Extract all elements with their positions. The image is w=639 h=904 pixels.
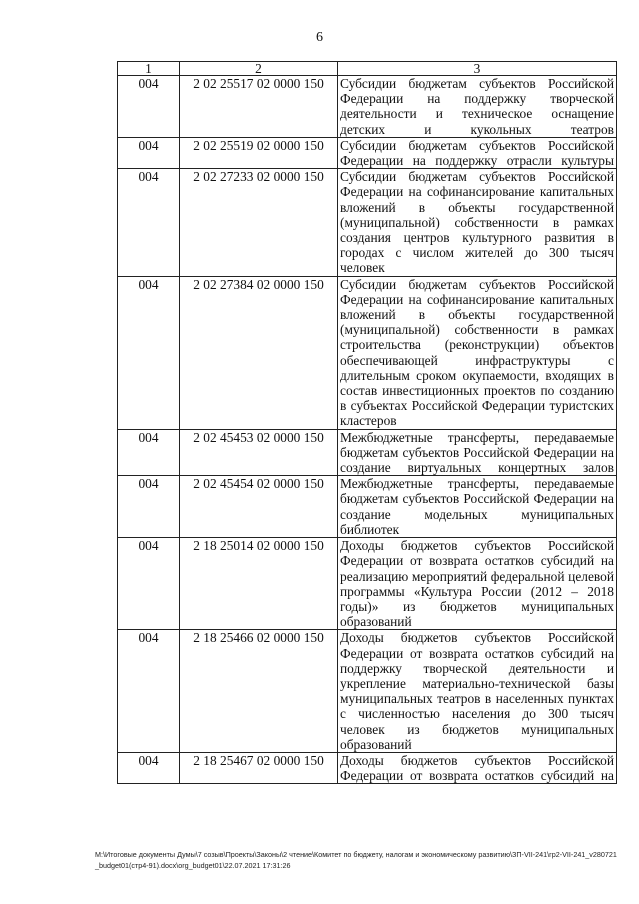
income-code-cell: 2 02 27233 02 0000 150 [180,169,338,276]
description-cell: Субсидии бюджетам субъектов Российской Федерации на софинансирование капитальных вложений в объекты государственной (муниципальной) собственности в рамках строительства (реконструкции) объектов обеспечивающей инфраструктуры с длительным сроком окупаемости, входящих в состав инвестиционных проектов по созданию в субъектах Российской Федерации туристских кластеров [338,276,617,429]
income-code-cell: 2 02 25519 02 0000 150 [180,137,338,168]
table-row [118,476,617,538]
income-code-cell: 2 02 45454 02 0000 150 [180,476,338,538]
admin-code-cell: 004 [118,476,180,538]
column-header: 2 [180,62,338,76]
table-row [118,76,617,138]
admin-code-cell: 004 [118,429,180,476]
table-row [118,630,617,753]
table-row [118,137,617,168]
description-cell: Доходы бюджетов субъектов Российской Федерации от возврата остатков субсидий на реализацию мероприятий федеральной целевой программы «Культура России (2012 – 2018 годы)» из бюджетов муниципальных образований [338,538,617,630]
table-row [118,276,617,429]
table-row [118,169,617,276]
income-code-cell: 2 02 45453 02 0000 150 [180,429,338,476]
description-cell: Межбюджетные трансферты, передаваемые бюджетам субъектов Российской Федерации на создание модельных муниципальных библиотек [338,476,617,538]
table-row [118,429,617,476]
income-code-cell: 2 02 25517 02 0000 150 [180,76,338,138]
column-header: 3 [338,62,617,76]
page-number: 6 [316,30,323,45]
admin-code-cell: 004 [118,169,180,276]
admin-code-cell: 004 [118,137,180,168]
description-cell: Субсидии бюджетам субъектов Российской Федерации на софинансирование капитальных вложений в объекты государственной (муниципальной) собственности в рамках создания центров культурного развития в городах с числом жителей до 300 тысяч человек [338,169,617,276]
column-header: 1 [118,62,180,76]
admin-code-cell: 004 [118,752,180,783]
admin-code-cell: 004 [118,76,180,138]
admin-code-cell: 004 [118,630,180,753]
table-row [118,752,617,783]
income-code-cell: 2 18 25014 02 0000 150 [180,538,338,630]
table-header-row [118,62,617,76]
description-cell: Субсидии бюджетам субъектов Российской Федерации на поддержку отрасли культуры [338,137,617,168]
admin-code-cell: 004 [118,276,180,429]
description-cell: Доходы бюджетов субъектов Российской Федерации от возврата остатков субсидий на [338,752,617,783]
income-code-cell: 2 18 25467 02 0000 150 [180,752,338,783]
income-code-cell: 2 18 25466 02 0000 150 [180,630,338,753]
table-row [118,538,617,630]
description-cell: Межбюджетные трансферты, передаваемые бюджетам субъектов Российской Федерации на создание виртуальных концертных залов [338,429,617,476]
admin-code-cell: 004 [118,538,180,630]
description-cell: Доходы бюджетов субъектов Российской Федерации от возврата остатков субсидий на поддержку творческой деятельности и укрепление материально-технической базы муниципальных театров в населенных пунктах с численностью населения до 300 тысяч человек из бюджетов муниципальных образований [338,630,617,753]
income-code-cell: 2 02 27384 02 0000 150 [180,276,338,429]
document-file-path-footer: M:\Итоговые документы Думы\7 созыв\Проекты\Законы\2 чтение\Комитет по бюджету, налогам и экономическому развитию\ЗП-VII-241\гр2-VII-241_v280721_budget01(стр4-91).docx\org_budget01\22.07.2021 17:31:26 [95,850,617,870]
budget-classification-table [117,61,617,784]
description-cell: Субсидии бюджетам субъектов Российской Федерации на поддержку творческой деятельности и техническое оснащение детских и кукольных театров [338,76,617,138]
